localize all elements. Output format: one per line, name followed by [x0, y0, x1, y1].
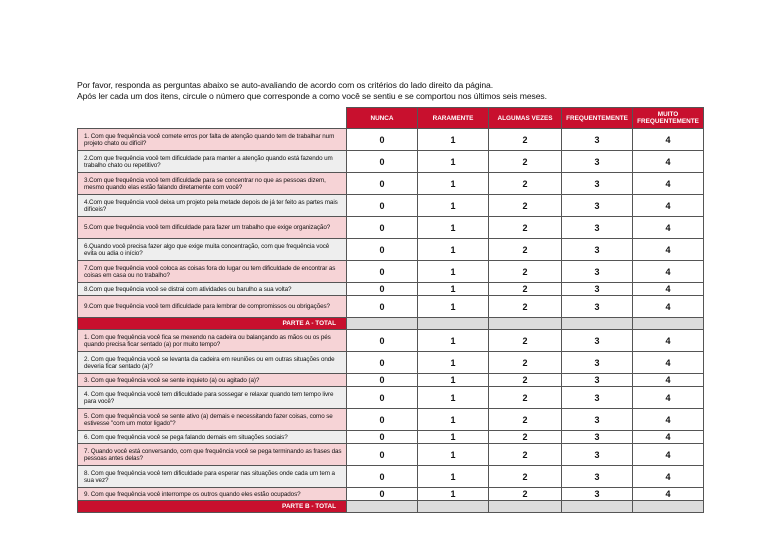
question-text: 3.Com que frequência você tem dificuldade para se concentrar no que as pessoas dizem, mesmo quando elas estão falando diretamente com você? [78, 173, 347, 195]
question-text: 3. Com que frequência você se sente inquieto (a) ou agitado (a)? [78, 374, 347, 387]
answer-option-0[interactable]: 0 [347, 239, 418, 261]
answer-option-3[interactable]: 3 [562, 466, 633, 488]
answer-option-2[interactable]: 2 [489, 374, 562, 387]
answer-option-0[interactable]: 0 [347, 261, 418, 283]
answer-option-2[interactable]: 2 [489, 261, 562, 283]
questionnaire-table [77, 107, 704, 513]
answer-option-0[interactable]: 0 [347, 195, 418, 217]
answer-option-4[interactable]: 4 [633, 217, 704, 239]
answer-option-2[interactable]: 2 [489, 296, 562, 318]
answer-option-2[interactable]: 2 [489, 488, 562, 501]
answer-option-2[interactable]: 2 [489, 352, 562, 374]
total-cell[interactable] [489, 318, 562, 330]
question-text: 4.Com que frequência você deixa um projeto pela metade depois de já ter feito as partes mais difíceis? [78, 195, 347, 217]
answer-option-0[interactable]: 0 [347, 352, 418, 374]
answer-option-1[interactable]: 1 [418, 444, 489, 466]
answer-option-4[interactable]: 4 [633, 488, 704, 501]
header-blank-cell [78, 108, 347, 129]
question-text: 1. Com que frequência você fica se mexendo na cadeira ou balançando as mãos ou os pés quando precisa ficar sentado (a) por muito tempo? [78, 330, 347, 352]
question-text: 8.Com que frequência você se distrai com atividades ou barulho a sua volta? [78, 283, 347, 296]
question-text: 8. Com que frequência você tem dificuldade para esperar nas situações onde cada um tem a sua vez? [78, 466, 347, 488]
question-row [78, 151, 704, 173]
answer-option-1[interactable]: 1 [418, 283, 489, 296]
answer-option-2[interactable]: 2 [489, 431, 562, 444]
answer-option-3[interactable]: 3 [562, 173, 633, 195]
question-text: 5.Com que frequência você tem dificuldade para fazer um trabalho que exige organização? [78, 217, 347, 239]
answer-option-0[interactable]: 0 [347, 217, 418, 239]
header-muito-frequentemente: MUITO FREQUENTEMENTE [633, 108, 704, 129]
answer-option-1[interactable]: 1 [418, 129, 489, 151]
instructions-line-1: Por favor, responda as perguntas abaixo se auto-avaliando de acordo com os critérios do lado direito da página. [77, 80, 493, 90]
question-row [78, 296, 704, 318]
answer-option-4[interactable]: 4 [633, 283, 704, 296]
instructions [77, 80, 697, 102]
answer-option-4[interactable]: 4 [633, 129, 704, 151]
answer-option-4[interactable]: 4 [633, 151, 704, 173]
answer-option-1[interactable]: 1 [418, 173, 489, 195]
answer-option-3[interactable]: 3 [562, 283, 633, 296]
answer-option-1[interactable]: 1 [418, 431, 489, 444]
answer-option-0[interactable]: 0 [347, 387, 418, 409]
total-cell[interactable] [562, 318, 633, 330]
question-text: 7. Quando você está conversando, com que frequência você se pega terminando as frases das pessoas antes delas? [78, 444, 347, 466]
answer-option-1[interactable]: 1 [418, 217, 489, 239]
total-cell[interactable] [562, 501, 633, 513]
part-b-total-row [78, 501, 704, 513]
questionnaire-body [78, 129, 704, 513]
total-cell[interactable] [347, 318, 418, 330]
total-cell[interactable] [489, 501, 562, 513]
answer-option-1[interactable]: 1 [418, 466, 489, 488]
question-text: 2. Com que frequência você se levanta da cadeira em reuniões ou em outras situações onde deveria ficar sentado (a)? [78, 352, 347, 374]
answer-option-4[interactable]: 4 [633, 296, 704, 318]
total-cell[interactable] [347, 501, 418, 513]
answer-option-2[interactable]: 2 [489, 173, 562, 195]
answer-option-4[interactable]: 4 [633, 261, 704, 283]
answer-option-4[interactable]: 4 [633, 466, 704, 488]
answer-option-3[interactable]: 3 [562, 387, 633, 409]
question-text: 6.Quando você precisa fazer algo que exige muita concentração, com que frequência você evita ou adia o início? [78, 239, 347, 261]
answer-option-3[interactable]: 3 [562, 296, 633, 318]
question-text: 4. Com que frequência você tem dificuldade para sossegar e relaxar quando tem tempo livre para você? [78, 387, 347, 409]
answer-option-0[interactable]: 0 [347, 374, 418, 387]
answer-option-4[interactable]: 4 [633, 173, 704, 195]
answer-option-2[interactable]: 2 [489, 330, 562, 352]
answer-option-3[interactable]: 3 [562, 239, 633, 261]
answer-option-1[interactable]: 1 [418, 151, 489, 173]
header-algumas-vezes: ALGUMAS VEZES [489, 108, 562, 129]
header-nunca: NUNCA [347, 108, 418, 129]
answer-option-4[interactable]: 4 [633, 431, 704, 444]
question-row [78, 261, 704, 283]
answer-option-2[interactable]: 2 [489, 387, 562, 409]
answer-option-3[interactable]: 3 [562, 409, 633, 431]
total-cell[interactable] [633, 318, 704, 330]
header-frequentemente: FREQUENTEMENTE [562, 108, 633, 129]
question-row [78, 431, 704, 444]
question-row [78, 387, 704, 409]
answer-option-2[interactable]: 2 [489, 239, 562, 261]
answer-option-3[interactable]: 3 [562, 444, 633, 466]
total-cell[interactable] [418, 501, 489, 513]
question-row [78, 352, 704, 374]
answer-option-3[interactable]: 3 [562, 374, 633, 387]
answer-option-3[interactable]: 3 [562, 217, 633, 239]
question-row [78, 283, 704, 296]
answer-option-3[interactable]: 3 [562, 151, 633, 173]
instructions-line-2: Após ler cada um dos itens, circule o número que corresponde a como você se sentiu e se comportou nos últimos seis meses. [77, 91, 547, 101]
answer-option-0[interactable]: 0 [347, 466, 418, 488]
question-text: 2.Com que frequência você tem dificuldade para manter a atenção quando está fazendo um trabalho chato ou repetitivo? [78, 151, 347, 173]
answer-option-2[interactable]: 2 [489, 466, 562, 488]
answer-option-2[interactable]: 2 [489, 129, 562, 151]
question-row [78, 129, 704, 151]
answer-option-1[interactable]: 1 [418, 374, 489, 387]
answer-option-4[interactable]: 4 [633, 239, 704, 261]
question-text: 6. Com que frequência você se pega falando demais em situações sociais? [78, 431, 347, 444]
total-cell[interactable] [633, 501, 704, 513]
answer-option-3[interactable]: 3 [562, 330, 633, 352]
answer-option-0[interactable]: 0 [347, 173, 418, 195]
header-row [78, 108, 704, 129]
answer-option-2[interactable]: 2 [489, 151, 562, 173]
question-text: 9. Com que frequência você interrompe os outros quando eles estão ocupados? [78, 488, 347, 501]
answer-option-4[interactable]: 4 [633, 387, 704, 409]
question-row [78, 488, 704, 501]
answer-option-3[interactable]: 3 [562, 352, 633, 374]
question-row [78, 374, 704, 387]
answer-option-1[interactable]: 1 [418, 195, 489, 217]
answer-option-0[interactable]: 0 [347, 283, 418, 296]
question-text: 9.Com que frequência você tem dificuldade para lembrar de compromissos ou obrigações? [78, 296, 347, 318]
answer-option-2[interactable]: 2 [489, 195, 562, 217]
answer-option-2[interactable]: 2 [489, 409, 562, 431]
question-text: 5. Com que frequência você se sente ativo (a) demais e necessitando fazer coisas, como se estivesse "com um motor ligado"? [78, 409, 347, 431]
answer-option-0[interactable]: 0 [347, 129, 418, 151]
answer-option-3[interactable]: 3 [562, 195, 633, 217]
question-row [78, 173, 704, 195]
question-row [78, 330, 704, 352]
answer-option-4[interactable]: 4 [633, 374, 704, 387]
total-label: PARTE A - TOTAL [78, 318, 347, 330]
question-row [78, 239, 704, 261]
total-cell[interactable] [418, 318, 489, 330]
answer-option-2[interactable]: 2 [489, 283, 562, 296]
question-row [78, 409, 704, 431]
answer-option-4[interactable]: 4 [633, 195, 704, 217]
answer-option-4[interactable]: 4 [633, 444, 704, 466]
answer-option-3[interactable]: 3 [562, 488, 633, 501]
question-row [78, 444, 704, 466]
answer-option-3[interactable]: 3 [562, 129, 633, 151]
total-label: PARTE B - TOTAL [78, 501, 347, 513]
answer-option-2[interactable]: 2 [489, 217, 562, 239]
answer-option-1[interactable]: 1 [418, 409, 489, 431]
answer-option-1[interactable]: 1 [418, 387, 489, 409]
question-row [78, 217, 704, 239]
answer-option-1[interactable]: 1 [418, 330, 489, 352]
answer-option-1[interactable]: 1 [418, 239, 489, 261]
answer-option-0[interactable]: 0 [347, 444, 418, 466]
answer-option-1[interactable]: 1 [418, 352, 489, 374]
answer-option-0[interactable]: 0 [347, 409, 418, 431]
answer-option-1[interactable]: 1 [418, 296, 489, 318]
answer-option-2[interactable]: 2 [489, 444, 562, 466]
question-text: 7.Com que frequência você coloca as coisas fora do lugar ou tem dificuldade de encontrar as coisas em casa ou no trabalho? [78, 261, 347, 283]
question-text: 1. Com que frequência você comete erros por falta de atenção quando tem de trabalhar num projeto chato ou difícil? [78, 129, 347, 151]
part-a-total-row [78, 318, 704, 330]
answer-option-0[interactable]: 0 [347, 330, 418, 352]
answer-option-4[interactable]: 4 [633, 409, 704, 431]
answer-option-4[interactable]: 4 [633, 352, 704, 374]
answer-option-1[interactable]: 1 [418, 261, 489, 283]
question-row [78, 466, 704, 488]
answer-option-4[interactable]: 4 [633, 330, 704, 352]
answer-option-3[interactable]: 3 [562, 431, 633, 444]
answer-option-0[interactable]: 0 [347, 296, 418, 318]
answer-option-0[interactable]: 0 [347, 488, 418, 501]
answer-option-0[interactable]: 0 [347, 151, 418, 173]
question-row [78, 195, 704, 217]
answer-option-3[interactable]: 3 [562, 261, 633, 283]
answer-option-1[interactable]: 1 [418, 488, 489, 501]
answer-option-0[interactable]: 0 [347, 431, 418, 444]
header-raramente: RARAMENTE [418, 108, 489, 129]
